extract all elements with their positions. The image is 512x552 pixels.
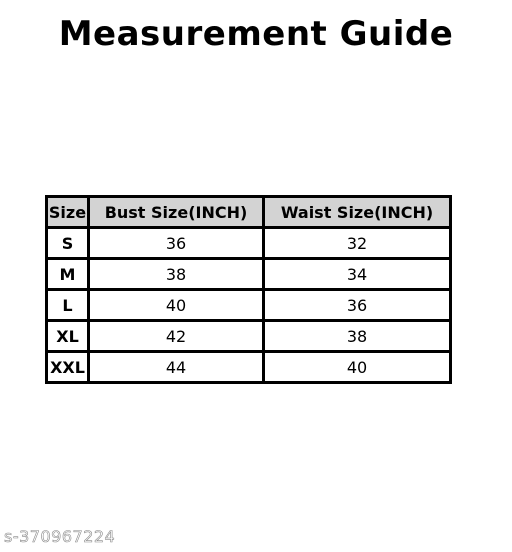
size-cell: S — [47, 228, 89, 259]
table-row — [47, 290, 451, 321]
table-row — [47, 228, 451, 259]
size-cell: M — [47, 259, 89, 290]
table-row — [47, 321, 451, 352]
waist-cell: 32 — [264, 228, 451, 259]
bust-cell: 36 — [89, 228, 264, 259]
bust-cell: 40 — [89, 290, 264, 321]
header-waist-size: Waist Size(INCH) — [264, 197, 451, 228]
header-bust-size: Bust Size(INCH) — [89, 197, 264, 228]
bust-cell: 44 — [89, 352, 264, 383]
table-row — [47, 352, 451, 383]
size-cell: L — [47, 290, 89, 321]
waist-cell: 34 — [264, 259, 451, 290]
header-size: Size — [47, 197, 89, 228]
watermark-text: s-370967224 — [4, 527, 116, 546]
waist-cell: 36 — [264, 290, 451, 321]
waist-cell: 38 — [264, 321, 451, 352]
bust-cell: 38 — [89, 259, 264, 290]
waist-cell: 40 — [264, 352, 451, 383]
bust-cell: 42 — [89, 321, 264, 352]
table-row — [47, 259, 451, 290]
size-cell: XL — [47, 321, 89, 352]
table-header-row — [47, 197, 451, 228]
size-chart-table — [45, 195, 452, 384]
size-cell: XXL — [47, 352, 89, 383]
page-title: Measurement Guide — [58, 14, 454, 54]
